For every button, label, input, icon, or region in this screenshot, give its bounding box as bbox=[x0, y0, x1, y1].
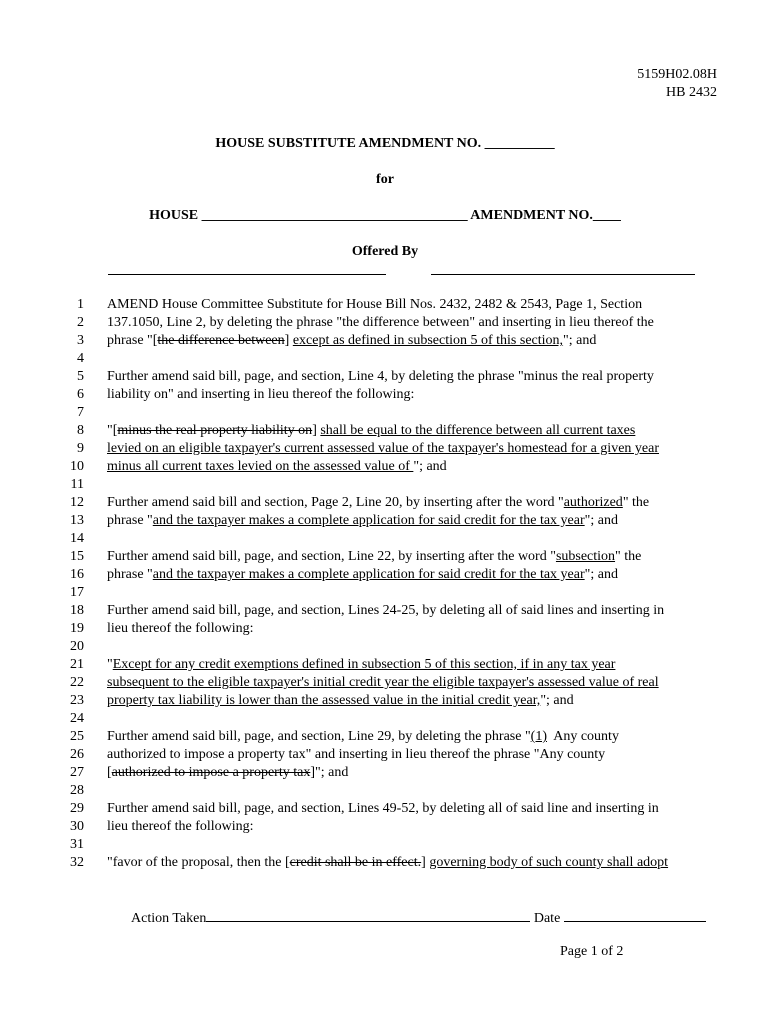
inserted-text: authorized bbox=[563, 495, 623, 510]
text-line-29: Further amend said bill, page, and section, Lines 49-52, by deleting all of said line and inserting in bbox=[107, 801, 659, 816]
line-number: 2 bbox=[77, 315, 84, 330]
inserted-text: property tax liability is lower than the assessed value in the initial credit year, bbox=[107, 693, 541, 708]
text-run: ] bbox=[312, 423, 321, 438]
page-number: Page 1 of 2 bbox=[560, 944, 624, 959]
text-line-23 bbox=[107, 693, 574, 709]
for-label: for bbox=[376, 172, 394, 187]
line-number: 14 bbox=[70, 531, 84, 546]
text-run: " the bbox=[622, 495, 650, 510]
offered-by-label: Offered By bbox=[351, 244, 419, 259]
action-taken-label: Action Taken bbox=[131, 911, 207, 926]
line-number: 21 bbox=[70, 657, 84, 672]
doc-id: 5159H02.08H bbox=[637, 67, 717, 82]
text-line-13 bbox=[107, 513, 618, 529]
text-line-15 bbox=[107, 549, 641, 565]
text-line-9: levied on an eligible taxpayer's current assessed value of the taxpayer's homestead for a given year bbox=[107, 441, 659, 456]
text-run: "; and bbox=[584, 513, 618, 528]
line-number: 3 bbox=[77, 333, 84, 348]
text-line-22: subsequent to the eligible taxpayer's initial credit year the eligible taxpayer's assessed value of real bbox=[107, 675, 659, 690]
inserted-text: except as defined in subsection 5 of this section, bbox=[292, 333, 564, 348]
text-run: Any county bbox=[547, 729, 619, 744]
text-line-21 bbox=[107, 657, 615, 673]
stricken-text: minus the real property liability on bbox=[117, 423, 313, 438]
text-line-8 bbox=[107, 423, 635, 439]
line-number: 22 bbox=[70, 675, 84, 690]
line-number: 28 bbox=[70, 783, 84, 798]
inserted-text: (1) bbox=[530, 729, 547, 744]
line-number: 15 bbox=[70, 549, 84, 564]
line-number: 20 bbox=[70, 639, 84, 654]
text-line-6: liability on" and inserting in lieu thereof the following: bbox=[107, 387, 415, 402]
line-number: 7 bbox=[77, 405, 84, 420]
line-number: 25 bbox=[70, 729, 84, 744]
line-number: 27 bbox=[70, 765, 84, 780]
text-line-16 bbox=[107, 567, 618, 583]
text-run: ]"; and bbox=[310, 765, 349, 780]
text-run: phrase " bbox=[107, 567, 153, 582]
date-label: Date bbox=[533, 911, 561, 926]
document-code bbox=[620, 66, 717, 102]
line-number: 12 bbox=[70, 495, 84, 510]
text-run: "; and bbox=[540, 693, 574, 708]
text-line-25 bbox=[107, 729, 619, 745]
line-number: 26 bbox=[70, 747, 84, 762]
line-number: 30 bbox=[70, 819, 84, 834]
text-run: "; and bbox=[413, 459, 447, 474]
text-line-10 bbox=[107, 459, 447, 475]
text-line-26: authorized to impose a property tax" and inserting in lieu thereof the phrase "Any county bbox=[107, 747, 606, 762]
signature-line-right bbox=[431, 274, 695, 275]
inserted-text: shall be equal to the difference between all current taxes bbox=[320, 423, 636, 438]
text-run: "; and bbox=[563, 333, 597, 348]
amendment-title: HOUSE SUBSTITUTE AMENDMENT NO. __________ bbox=[215, 136, 555, 151]
line-number: 11 bbox=[70, 477, 84, 492]
text-run: "; and bbox=[584, 567, 618, 582]
signature-line-left bbox=[108, 274, 386, 275]
text-line-3 bbox=[107, 333, 596, 349]
line-number: 18 bbox=[70, 603, 84, 618]
text-run: " bbox=[107, 657, 113, 672]
line-number: 29 bbox=[70, 801, 84, 816]
stricken-text: the difference between bbox=[157, 333, 285, 348]
text-run: "favor of the proposal, then the [ bbox=[107, 855, 290, 870]
inserted-text: subsection bbox=[555, 549, 616, 564]
inserted-text: and the taxpayer makes a complete application for said credit for the tax year bbox=[152, 567, 585, 582]
text-run: Further amend said bill and section, Page 2, Line 20, by inserting after the word " bbox=[107, 495, 564, 510]
line-number: 24 bbox=[70, 711, 84, 726]
line-number: 17 bbox=[70, 585, 84, 600]
text-run: "[ bbox=[107, 423, 118, 438]
text-run: Further amend said bill, page, and section, Line 29, by deleting the phrase " bbox=[107, 729, 531, 744]
action-taken-blank bbox=[206, 908, 530, 922]
line-number: 23 bbox=[70, 693, 84, 708]
stricken-text: credit shall be in effect. bbox=[289, 855, 422, 870]
text-run: phrase "[ bbox=[107, 333, 158, 348]
inserted-text: Except for any credit exemptions defined in subsection 5 of this section, if in any tax year bbox=[112, 657, 616, 672]
text-line-32 bbox=[107, 855, 668, 871]
date-blank bbox=[564, 908, 706, 922]
line-number: 16 bbox=[70, 567, 84, 582]
inserted-text: minus all current taxes levied on the assessed value of bbox=[107, 459, 414, 474]
stricken-text: authorized to impose a property tax bbox=[111, 765, 311, 780]
text-line-5: Further amend said bill, page, and section, Line 4, by deleting the phrase "minus the real property bbox=[107, 369, 654, 384]
text-run: phrase " bbox=[107, 513, 153, 528]
line-number: 5 bbox=[77, 369, 84, 384]
line-number: 31 bbox=[70, 837, 84, 852]
line-number: 9 bbox=[77, 441, 84, 456]
line-number: 32 bbox=[70, 855, 84, 870]
line-number: 19 bbox=[70, 621, 84, 636]
text-run: ] bbox=[284, 333, 293, 348]
text-line-30: lieu thereof the following: bbox=[107, 819, 254, 834]
line-number: 4 bbox=[77, 351, 84, 366]
text-line-27 bbox=[107, 765, 348, 781]
inserted-text: and the taxpayer makes a complete application for said credit for the tax year bbox=[152, 513, 585, 528]
text-line-19: lieu thereof the following: bbox=[107, 621, 254, 636]
line-number: 1 bbox=[77, 297, 84, 312]
line-number: 8 bbox=[77, 423, 84, 438]
bill-number: HB 2432 bbox=[666, 85, 717, 100]
text-run: " the bbox=[615, 549, 642, 564]
text-line-2: 137.1050, Line 2, by deleting the phrase "the difference between" and inserting in lieu thereof the bbox=[107, 315, 654, 330]
text-line-1: AMEND House Committee Substitute for House Bill Nos. 2432, 2482 & 2543, Page 1, Section bbox=[107, 297, 643, 312]
text-run: ] bbox=[421, 855, 430, 870]
house-amendment-line: HOUSE ______________________________________ AMENDMENT NO.____ bbox=[149, 208, 621, 223]
text-run: [ bbox=[107, 765, 112, 780]
text-line-12 bbox=[107, 495, 649, 511]
action-taken-row bbox=[131, 908, 706, 927]
text-run: Further amend said bill, page, and section, Line 22, by inserting after the word " bbox=[107, 549, 556, 564]
line-number: 13 bbox=[70, 513, 84, 528]
inserted-text: governing body of such county shall adopt bbox=[429, 855, 669, 870]
line-number: 10 bbox=[70, 459, 84, 474]
line-number: 6 bbox=[77, 387, 84, 402]
text-line-18: Further amend said bill, page, and section, Lines 24-25, by deleting all of said lines and inserting in bbox=[107, 603, 665, 618]
